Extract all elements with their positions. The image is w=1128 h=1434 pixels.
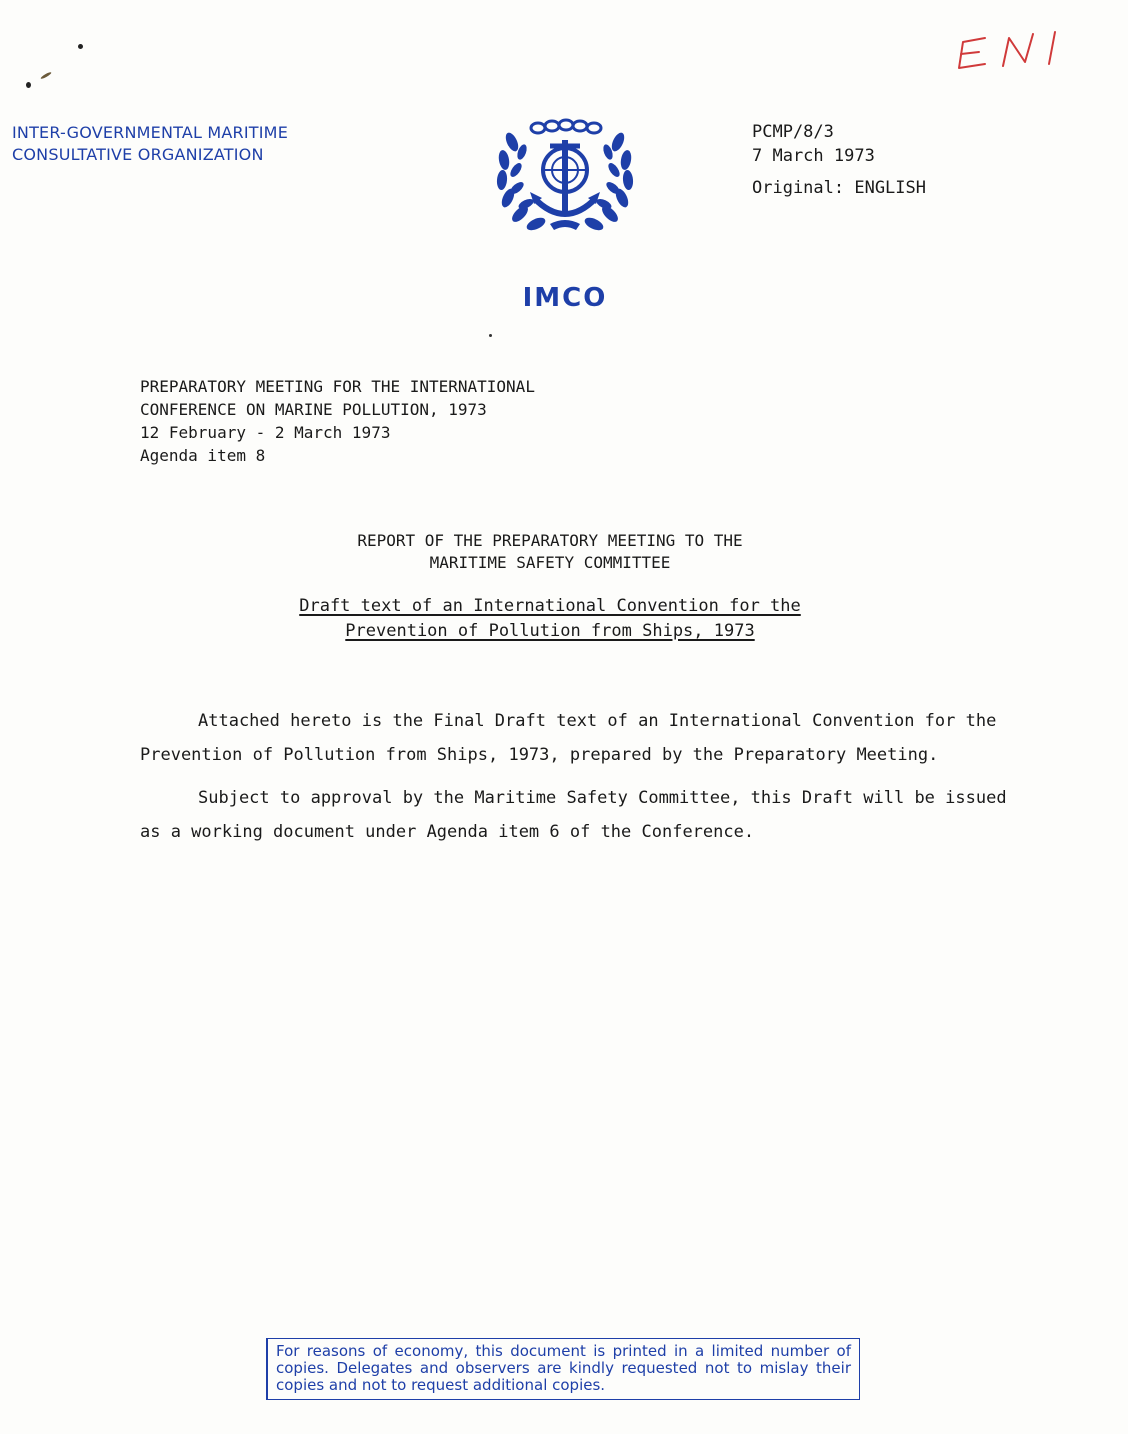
document-date: 7 March 1973 xyxy=(752,146,875,166)
body-paragraph-2: Subject to approval by the Maritime Safety Committee, this Draft will be issued as a working document under Agenda item 6 of the Conference. xyxy=(140,788,1007,842)
organization-name-line1: INTER-GOVERNMENTAL MARITIME xyxy=(12,123,289,142)
scan-speck xyxy=(78,44,83,49)
report-title-line1: REPORT OF THE PREPARATORY MEETING TO THE xyxy=(357,531,743,550)
handwritten-eni-mark xyxy=(955,26,1095,86)
meeting-dates: 12 February - 2 March 1973 xyxy=(140,423,391,442)
document-original-language: Original: ENGLISH xyxy=(752,178,926,198)
report-title-line2: MARITIME SAFETY COMMITTEE xyxy=(429,553,671,572)
meeting-header xyxy=(140,375,535,467)
imco-emblem-icon xyxy=(490,112,640,237)
page-bottom-edge xyxy=(0,1428,1128,1434)
scan-speck xyxy=(26,82,31,88)
meeting-title-line1: PREPARATORY MEETING FOR THE INTERNATIONAL xyxy=(140,377,535,396)
organization-name-line2: CONSULTATIVE ORGANIZATION xyxy=(12,145,264,164)
subject-heading xyxy=(240,594,860,644)
organization-name xyxy=(12,122,288,166)
economy-notice: For reasons of economy, this document is printed in a limited number of copies. Delegates and observers are kindly requested not to mislay their copies and not to request additional copies. xyxy=(266,1338,860,1400)
report-title xyxy=(300,530,800,574)
document-reference xyxy=(752,120,926,200)
meeting-title-line2: CONFERENCE ON MARINE POLLUTION, 1973 xyxy=(140,400,487,419)
body-text xyxy=(140,704,1010,858)
subject-line2: Prevention of Pollution from Ships, 1973 xyxy=(345,621,755,641)
document-symbol: PCMP/8/3 xyxy=(752,122,834,142)
organization-acronym: IMCO xyxy=(522,283,608,313)
scan-speck xyxy=(489,334,492,337)
scan-speck xyxy=(40,71,52,80)
body-paragraph-1: Attached hereto is the Final Draft text of an International Convention for the Prevention of Pollution from Ships, 1973, prepared by the Preparatory Meeting. xyxy=(140,711,997,765)
subject-line1: Draft text of an International Convention for the xyxy=(299,596,801,616)
agenda-item: Agenda item 8 xyxy=(140,446,266,465)
